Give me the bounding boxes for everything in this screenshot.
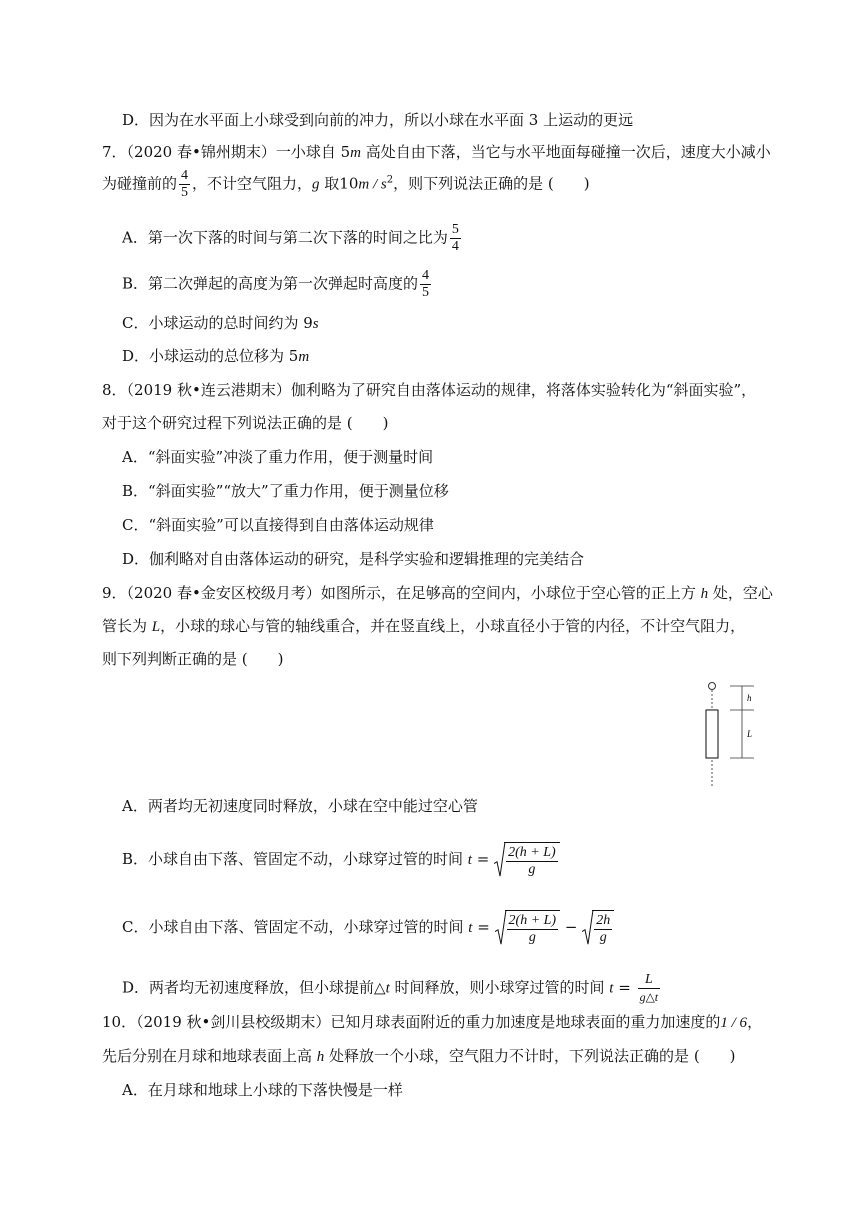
q10-option-a: A．在月球和地球上小球的下落快慢是一样 bbox=[122, 1081, 403, 1099]
q7-stem-line2: 为碰撞前的 $\frac{4}{5}$ ，不计空气阻力，g 取$10m / s^2$，则下列说法正确的是 ( ) bbox=[102, 168, 590, 200]
ball bbox=[709, 683, 716, 690]
label-h: h bbox=[747, 693, 752, 703]
square-root: $\frac{2(h + L)}{g}$ bbox=[495, 910, 561, 946]
q9-stem-line1: 9．（2020 春•金安区校级月考）如图所示，在足够高的空间内，小球位于空心管的正上方 h 处，空心 bbox=[102, 584, 773, 602]
q7-option-d: D．小球运动的总位移为 5m bbox=[122, 347, 310, 365]
q9-stem-line2: 管长为 L，小球的球心与管的轴线重合，并在竖直线上，小球直径小于管的内径，不计空气阻力， bbox=[102, 617, 746, 635]
hollow-tube bbox=[706, 710, 718, 758]
q9-option-d: D．两者均无初速度释放，但小球提前△t 时间释放，则小球穿过管的时间 t = $\frac{L}{g\triangle t}$ bbox=[122, 972, 659, 1004]
q9-option-b: B．小球自由下落、管固定不动，小球穿过管的时间 t = $\frac{2(h + L)}{g}$ bbox=[122, 842, 560, 878]
label-L: L bbox=[747, 729, 753, 739]
q8-option-d: D．伽利略对自由落体运动的研究，是科学实验和逻辑推理的完美结合 bbox=[122, 550, 585, 568]
q7-stem-line1: 7．（2020 春•锦州期末）一小球自 5m 高处自由下落，当它与水平地面每碰撞一次后，速度大小减小 bbox=[102, 143, 771, 161]
q10-stem-line2: 先后分别在月球和地球表面上高 h 处释放一个小球，空气阻力不计时，下列说法正确的是 ( ) bbox=[102, 1047, 736, 1065]
q8-stem-line2: 对于这个研究过程下列说法正确的是 ( ) bbox=[102, 414, 389, 432]
q7-option-b: B．第二次弹起的高度为第一次弹起时高度的 $\frac{4}{5}$ bbox=[122, 268, 430, 300]
q8-option-c: C．“斜面实验”可以直接得到自由落体运动规律 bbox=[122, 516, 434, 534]
fraction: $\frac{4}{5}$ bbox=[181, 168, 189, 200]
fraction: $\frac{4}{5}$ bbox=[422, 268, 430, 300]
q8-stem-line1: 8．（2019 秋•连云港期末）伽利略为了研究自由落体运动的规律，将落体实验转化为“斜面实验”， bbox=[102, 381, 757, 399]
fraction: $\frac{L}{g\triangle t}$ bbox=[639, 972, 659, 1004]
q7-option-a: A．第一次下落的时间与第二次下落的时间之比为 $\frac{5}{4}$ bbox=[122, 222, 459, 254]
square-root: $\frac{2(h + L)}{g}$ bbox=[494, 842, 560, 878]
q6-option-d: D．因为在水平面上小球受到向前的冲力，所以小球在水平面 3 上运动的更远 bbox=[122, 111, 634, 129]
q9-option-c: C．小球自由下落、管固定不动，小球穿过管的时间 t = $\frac{2(h + L)}{g}$ − $\frac{2h}{g}$ bbox=[122, 910, 614, 946]
q9-stem-line3: 则下列判断正确的是 ( ) bbox=[102, 650, 284, 668]
fraction: $\frac{5}{4}$ bbox=[451, 222, 459, 254]
square-root: $\frac{2h}{g}$ bbox=[582, 910, 614, 946]
q10-stem-line1: 10．（2019 秋•剑川县校级期末）已知月球表面附近的重力加速度是地球表面的重力加速度的1 / 6， bbox=[102, 1013, 763, 1031]
q8-option-b: B．“斜面实验”“放大”了重力作用，便于测量位移 bbox=[122, 482, 449, 500]
q7-option-c: C．小球运动的总时间约为 9s bbox=[122, 314, 319, 332]
q8-option-a: A．“斜面实验”冲淡了重力作用，便于测量时间 bbox=[122, 448, 434, 466]
q9-option-a: A．两者均无初速度同时释放，小球在空中能过空心管 bbox=[122, 797, 478, 815]
ball-tube-diagram bbox=[690, 680, 782, 788]
